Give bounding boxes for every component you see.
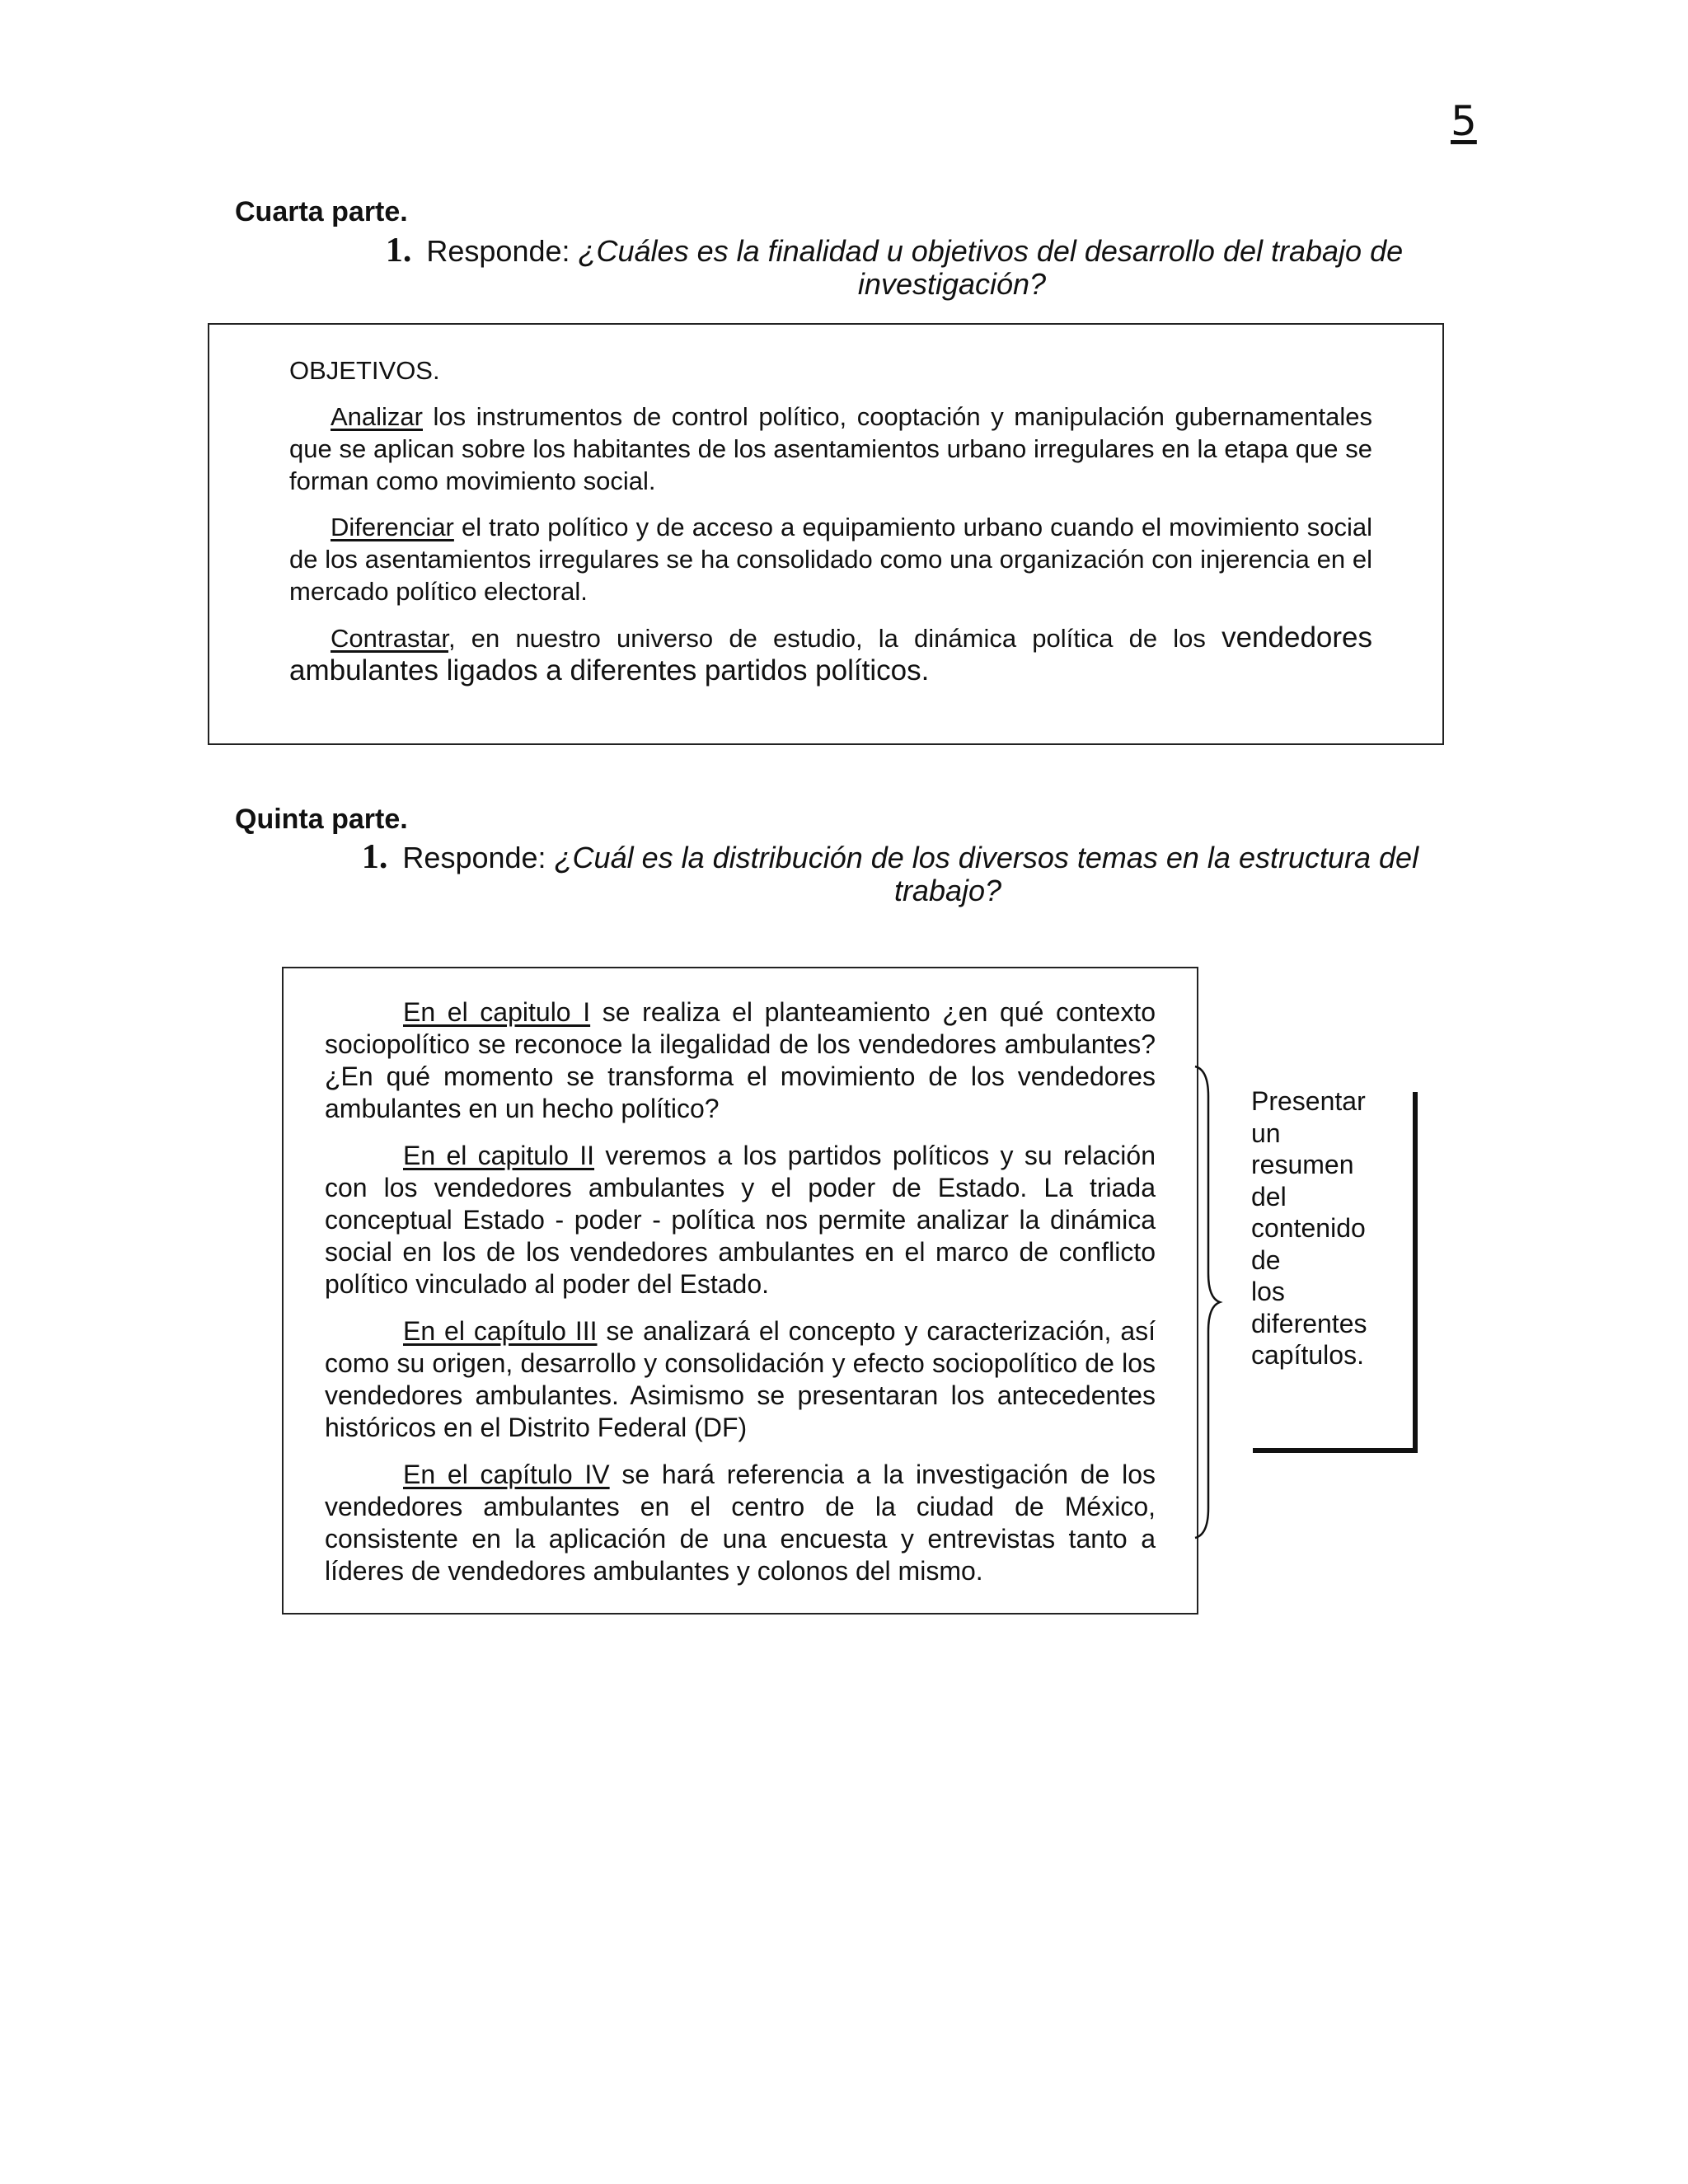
chapter-3 [325, 1315, 1156, 1444]
chapter-text: se analizará el concepto y caracterización, así como su origen, desarrollo y consolidación y efecto sociopolítico de los vendedores ambulantes. Asimismo se presentaran los antecedentes históricos en el Distrito Federal (DF) [325, 1316, 1156, 1442]
summary-note-line: contenido [1251, 1213, 1366, 1243]
question-number: 1. [361, 838, 388, 876]
question-number: 1. [385, 232, 412, 269]
question-text: ¿Cuál es la distribución de los diversos temas en la estructura del [554, 841, 1419, 874]
question-text-continued: trabajo? [893, 874, 1002, 907]
summary-note-line: un [1251, 1118, 1281, 1148]
objective-analizar [289, 401, 1372, 497]
question-line-2 [346, 268, 1442, 301]
chapter-label: En el capitulo II [403, 1141, 595, 1170]
chapter-label: En el capítulo III [403, 1316, 598, 1346]
summary-note [1251, 1085, 1416, 1371]
page-number: 5 [1451, 97, 1477, 145]
summary-note-line: diferentes [1251, 1308, 1367, 1338]
question-line-2 [330, 874, 1451, 907]
objective-verb: Diferenciar [331, 513, 454, 541]
question-prefix: Responde: [402, 841, 555, 874]
chapter-text: se hará referencia a la investigación de los vendedores ambulantes en el centro de la ciudad de México, consistente en la aplicación de una encuesta y entrevistas tanto a líderes de vendedores ambulantes y colonos del mismo. [325, 1460, 1156, 1586]
question-line-1 [346, 234, 1442, 268]
objectives-box [208, 323, 1444, 745]
question-cuarta [346, 234, 1442, 301]
objective-text-large: vendedores ambulantes ligados a diferentes partidos políticos. [289, 621, 1372, 687]
summary-note-line: Presentar [1251, 1086, 1366, 1116]
objective-verb: Analizar [331, 402, 423, 431]
section-heading-quinta: Quinta parte. [235, 804, 408, 835]
objective-text: los instrumentos de control político, cooptación y manipulación gubernamentales que se aplican sobre los habitantes de los asentamientos urbano irregulares en la etapa que se forman como movimiento social. [289, 402, 1372, 495]
question-quinta [330, 838, 1451, 907]
curly-brace [1190, 1063, 1223, 1541]
summary-note-line: del [1251, 1181, 1287, 1212]
section-heading-cuarta: Cuarta parte. [235, 196, 408, 227]
objective-verb: Contrastar [331, 624, 449, 653]
question-line-1 [330, 838, 1451, 876]
summary-note-line: capítulos. [1251, 1340, 1364, 1370]
question-prefix: Responde: [426, 234, 579, 268]
objectives-title: OBJETIVOS. [289, 356, 440, 385]
summary-note-line: los [1251, 1277, 1285, 1306]
chapter-4 [325, 1459, 1156, 1587]
chapter-label: En el capitulo I [403, 997, 591, 1027]
chapters-box [282, 967, 1198, 1615]
chapter-label: En el capítulo IV [403, 1460, 610, 1489]
objective-text: el trato político y de acceso a equipamiento urbano cuando el movimiento social de los asentamientos irregulares se ha consolidado como una organización con injerencia en el mercado político electoral. [289, 513, 1372, 606]
chapter-2 [325, 1140, 1156, 1301]
question-text: ¿Cuáles es la finalidad u objetivos del desarrollo del trabajo de [578, 234, 1404, 268]
summary-note-line: resumen [1251, 1150, 1354, 1179]
objective-contrastar [289, 621, 1372, 687]
summary-note-line: de [1251, 1244, 1281, 1275]
objective-text: , en nuestro universo de estudio, la dinámica política de los [448, 624, 1222, 653]
chapter-text: se realiza el planteamiento ¿en qué contexto sociopolítico se reconoce la ilegalidad de los vendedores ambulantes? ¿En qué momento se transforma el movimiento de los vendedores ambulantes en un hecho político? [325, 997, 1156, 1123]
objective-diferenciar [289, 511, 1372, 607]
chapter-1 [325, 996, 1156, 1125]
chapter-text: veremos a los partidos políticos y su relación con los vendedores ambulantes y el poder de Estado. La triada conceptual Estado - poder - política nos permite analizar la dinámica social en los de los vendedores ambulantes en el marco de conflicto político vinculado al poder del Estado. [325, 1141, 1156, 1299]
question-text-continued: investigación? [857, 267, 1047, 301]
